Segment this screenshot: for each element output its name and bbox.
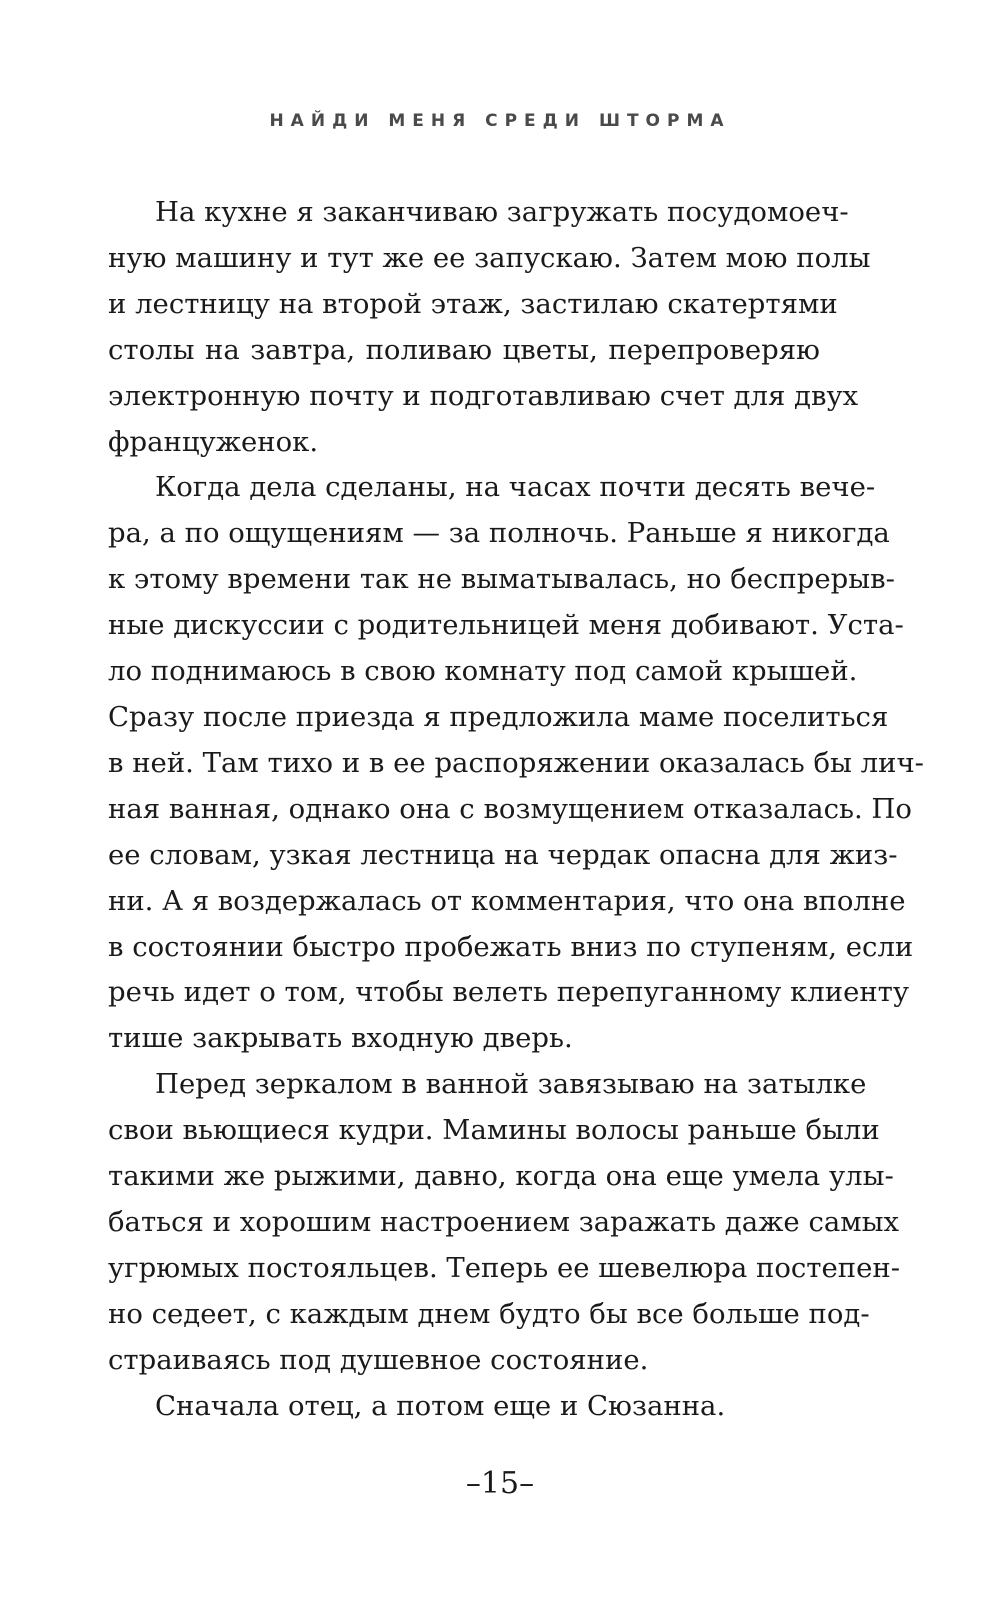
text-line: Сразу после приезда я предложила маме поселиться	[108, 700, 889, 733]
text-line: ную машину и тут же ее запускаю. Затем мою полы	[108, 241, 871, 274]
text-line: ло поднимаюсь в свою комнату под самой крышей.	[108, 655, 858, 688]
text-line: речь идет о том, чтобы велеть перепуганному клиенту	[108, 976, 910, 1009]
text-line: тише закрывать входную дверь.	[108, 1022, 573, 1055]
text-line: столы на завтра, поливаю цветы, перепроверяю	[108, 333, 820, 366]
text-line: Перед зеркалом в ванной завязываю на затылке	[155, 1068, 867, 1101]
text-line: Сначала отец, а потом еще и Сюзанна.	[155, 1389, 726, 1422]
body-text	[108, 190, 924, 1429]
text-line: На кухне я заканчиваю загружать посудомоеч-	[155, 196, 849, 228]
page-number: –15–	[465, 1466, 535, 1501]
paragraph	[108, 465, 924, 1062]
paragraph	[108, 1062, 901, 1383]
text-line: баться и хорошим настроением заражать даже самых	[108, 1205, 900, 1238]
text-line: Когда дела сделаны, на часах почти десять вече-	[155, 471, 876, 504]
text-line: такими же рыжими, давно, когда она еще умела улы-	[108, 1160, 894, 1193]
text-line: страиваясь под душевное состояние.	[108, 1343, 649, 1376]
text-line: ее словам, узкая лестница на чердак опасна для жиз-	[108, 838, 898, 871]
running-header: НАЙДИ МЕНЯ СРЕДИ ШТОРМА	[269, 111, 731, 131]
paragraph	[108, 1384, 820, 1430]
text-line: электронную почту и подготавливаю счет для двух	[108, 379, 859, 412]
text-line: ра, а по ощущениям — за полночь. Раньше я никогда	[108, 517, 890, 550]
text-line: угрюмых постояльцев. Теперь ее шевелюра постепен-	[108, 1251, 901, 1284]
text-line: в состоянии быстро пробежать вниз по ступеням, если	[108, 930, 914, 963]
text-line: свои вьющиеся кудри. Мамины волосы раньше были	[108, 1114, 880, 1147]
text-line: но седеет, с каждым днем будто бы все больше под-	[108, 1297, 870, 1330]
text-line: француженок.	[108, 425, 319, 458]
paragraph	[108, 190, 871, 465]
text-line: ни. А я воздержалась от комментария, что она вполне	[108, 884, 906, 917]
text-line: в ней. Там тихо и в ее распоряжении оказалась бы лич-	[108, 746, 924, 779]
text-line: ная ванная, однако она с возмущением отказалась. По	[108, 792, 912, 825]
text-line: ные дискуссии с родительницей меня добивают. Уста-	[108, 609, 904, 642]
text-line: и лестницу на второй этаж, застилаю скатертями	[108, 287, 838, 320]
text-line: к этому времени так не выматывалась, но беспрерыв-	[108, 563, 895, 596]
